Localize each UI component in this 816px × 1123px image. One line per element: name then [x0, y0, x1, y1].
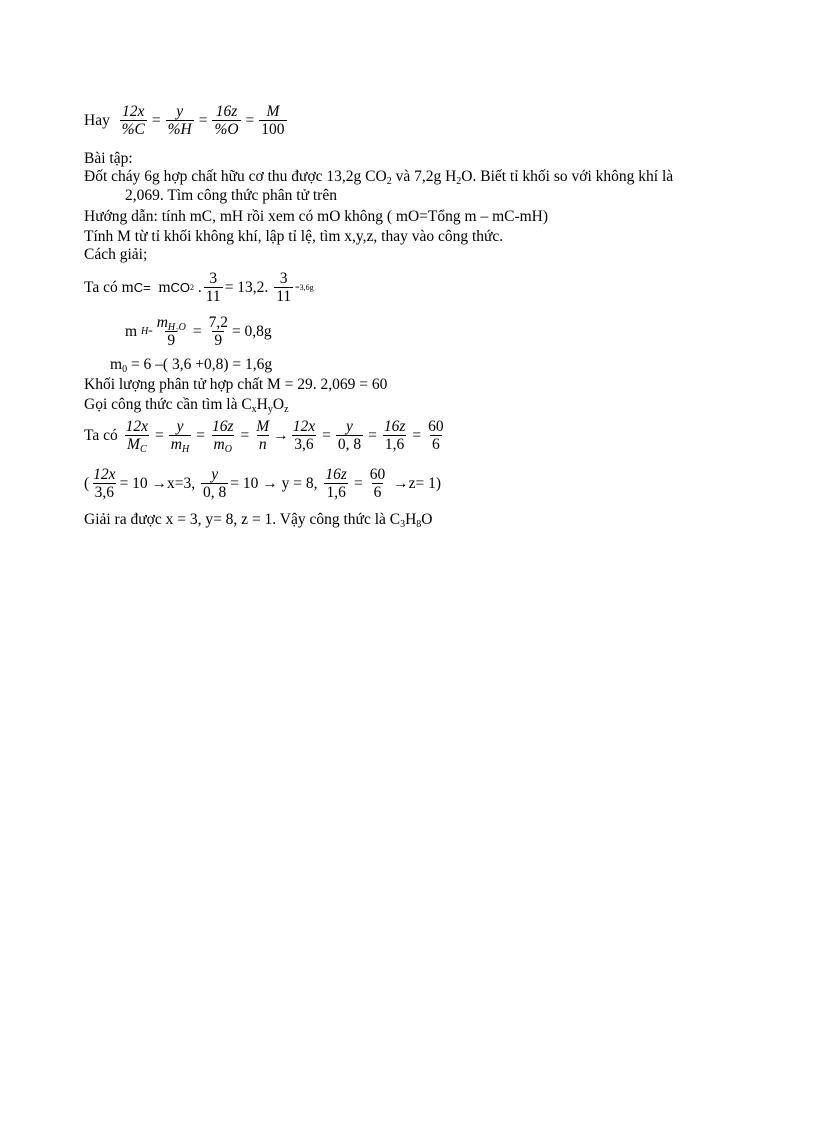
fraction: $\frac{y}{\%H}$ [167, 103, 192, 138]
fraction: $\frac{16z}{\%O}$ [214, 103, 239, 138]
fraction: $\frac{12x}{3,6}$ [93, 466, 116, 501]
formula-line: Gọi công thức cần tìm là $C_xH_yO_z$ [84, 396, 289, 415]
fraction: $\frac{7,2}{9}$ [208, 314, 228, 349]
fraction: $\frac{60}{6}$ [428, 418, 444, 453]
hay-equation: Hay $\frac{12x}{\%C}$ = $\frac{y}{\%H}$ = $\frac{16z}{\%O}$ = $\frac{M}{100}$ [84, 103, 285, 138]
exercise-problem-cont: 2,069. Tìm công thức phân tử trên [125, 187, 337, 204]
guide-line-1: Hướng dẫn: tính mC, mH rồi xem có mO không ( mO=Tổng m – mC-mH) [84, 208, 549, 225]
molar-mass: Khối lượng phân tử hợp chất M = 29. 2,069 = 60 [84, 376, 388, 393]
fraction: $\frac{16z}{1,6}$ [325, 466, 347, 501]
fraction: $\frac{60}{6}$ [369, 466, 386, 501]
mo-equation: $m_0 = 6$ –( 3,6 +0,8) = 1,6g [110, 356, 273, 375]
exercise-heading: Bài tập: [84, 150, 133, 167]
fraction: $\frac{y}{0, 8}$ [337, 418, 362, 453]
fraction: $\frac{M}{100}$ [261, 103, 285, 138]
fraction: $\frac{3}{11}$ [276, 270, 292, 305]
fraction: $\frac{m_{H_2O}}{9}$ [156, 314, 186, 349]
fraction: $\frac{12x}{3,6}$ [292, 418, 316, 453]
ratio-equation: Ta có $\frac{12x}{M_C}$ = $\frac{y}{m_H}$ = $\frac{16z}{m_O}$ = $\frac{M}{n}$ → $\frac{12x}{3,6}$ = $\frac{y}{0, 8}$ = $\frac{16z}{1,6}$ = $\frac{60}{6}$ [84, 418, 444, 455]
arrow-icon: → [273, 426, 289, 444]
fraction: $\frac{M}{n}$ [256, 418, 270, 453]
guide-line-2: Tính M từ tỉ khối không khí, lập tỉ lệ, tìm x,y,z, thay vào công thức. [84, 228, 504, 245]
solve-equation: ( $\frac{12x}{3,6}$ = 10 →x=3, $\frac{y}{0, 8}$ = 10 → y = 8, $\frac{16z}{1,6}$ = $\frac{60}{6}$ →z= 1) [84, 466, 441, 501]
hay-label: Hay [84, 111, 110, 129]
fraction: $\frac{y}{0, 8}$ [203, 466, 227, 501]
mh-equation: m H = $\frac{m_{H_2O}}{9}$ = $\frac{7,2}{9}$ = 0,8g [125, 314, 272, 349]
fraction: $\frac{12x}{M_C}$ [125, 418, 149, 455]
fraction: $\frac{3}{11}$ [205, 270, 221, 305]
solution-heading: Cách giải; [84, 246, 148, 263]
exercise-problem: Đốt cháy 6g hợp chất hữu cơ thu được 13,2g $CO_2$ và 7,2g $H_2O$. Biết tỉ khối so với không khí là [84, 168, 674, 187]
fraction: $\frac{y}{m_H}$ [170, 418, 190, 455]
fraction: $\frac{12x}{\%C}$ [121, 103, 145, 138]
conclusion: Giải ra được x = 3, y= 8, z = 1. Vậy công thức là $C_3H_8O$ [84, 511, 433, 530]
fraction: $\frac{16z}{1,6}$ [383, 418, 406, 453]
mc-equation: Ta có m C= m CO 2 . $\frac{3}{11}$ = 13,2. $\frac{3}{11}$ =3,6g [84, 270, 314, 305]
fraction: $\frac{16z}{m_O}$ [211, 418, 234, 455]
